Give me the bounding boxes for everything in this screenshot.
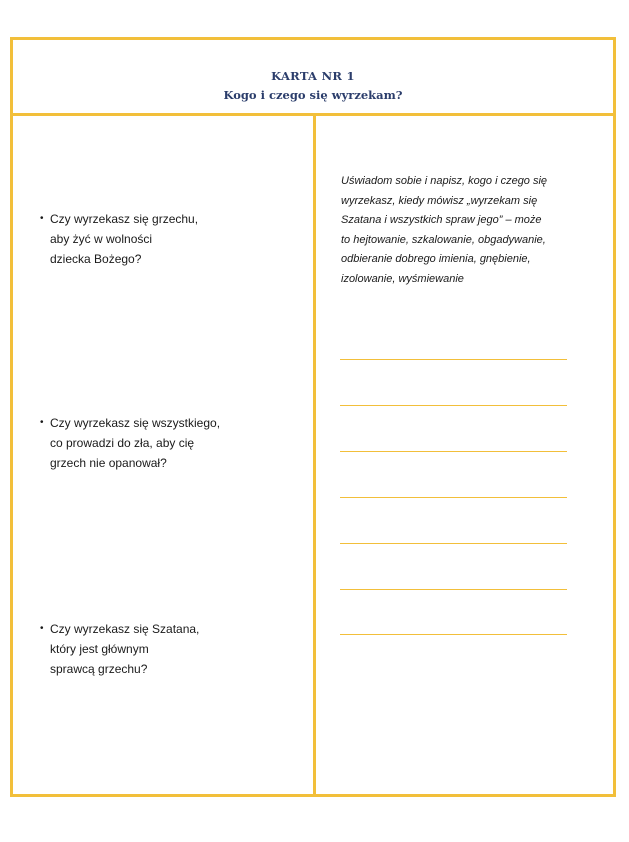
instruction-line-3: Szatana i wszystkich spraw jego” – może [341, 214, 542, 227]
question-1-line-3: dziecka Bożego? [50, 252, 142, 266]
question-1 [40, 209, 198, 269]
instruction-text [341, 172, 571, 290]
card-number: KARTA NR 1 [271, 69, 355, 83]
instruction-line-1: Uświadom sobie i napisz, kogo i czego się [341, 175, 548, 187]
bullet-icon: • [40, 417, 44, 428]
instruction-line-4: to hejtowanie, szkalowanie, obgadywanie, [341, 233, 546, 246]
question-3 [40, 619, 199, 679]
answer-line-2[interactable] [340, 405, 567, 406]
question-1-line-2: aby żyć w wolności [50, 232, 153, 246]
question-2-line-3: grzech nie opanował? [50, 456, 167, 470]
card-header [13, 40, 613, 116]
answer-line-5[interactable] [340, 543, 567, 544]
question-2 [40, 413, 220, 473]
answer-line-6[interactable] [340, 589, 567, 590]
question-3-line-1: Czy wyrzekasz się Szatana, [50, 622, 200, 636]
card-title: Kogo i czego się wyrzekam? [223, 88, 403, 102]
answer-line-4[interactable] [340, 497, 567, 498]
bullet-icon: • [40, 623, 44, 634]
answer-line-3[interactable] [340, 451, 567, 452]
instruction-line-6: izolowanie, wyśmiewanie [341, 272, 464, 285]
answer-line-1[interactable] [340, 359, 567, 360]
question-3-line-3: sprawcą grzechu? [50, 662, 148, 676]
column-divider [313, 113, 316, 797]
answer-line-7[interactable] [340, 634, 567, 635]
bullet-icon: • [40, 213, 44, 224]
question-3-line-2: który jest głównym [50, 642, 149, 656]
question-2-line-1: Czy wyrzekasz się wszystkiego, [50, 416, 221, 430]
question-2-line-2: co prowadzi do zła, aby cię [50, 436, 195, 450]
instruction-line-2: wyrzekasz, kiedy mówisz „wyrzekam się [341, 194, 538, 207]
instruction-line-5: odbieranie dobrego imienia, gnębienie, [341, 253, 531, 266]
question-1-line-1: Czy wyrzekasz się grzechu, [50, 212, 199, 226]
